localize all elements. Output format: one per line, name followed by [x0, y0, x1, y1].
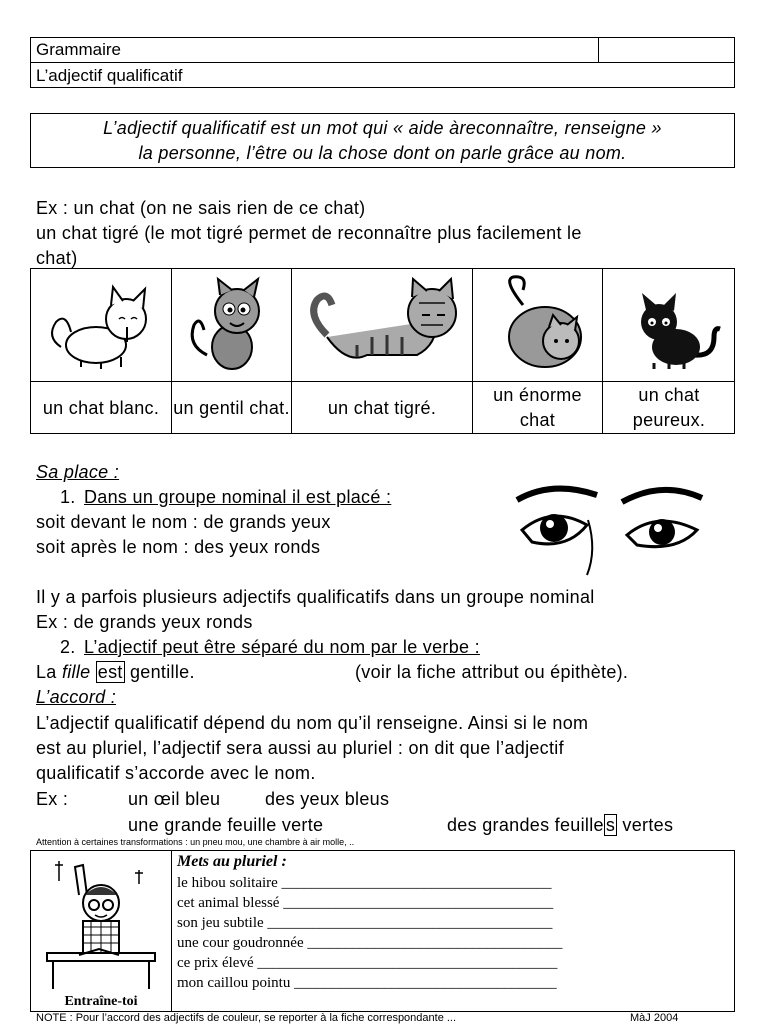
example-line: un chat tigré (le mot tigré permet de reconnaître plus facilement le: [36, 223, 582, 243]
accord-example: une grande feuille verte: [128, 815, 324, 835]
cat-caption: un chat blanc.: [42, 397, 160, 418]
footer-note: NOTE : Pour l’accord des adjectifs de couleur, se reporter à la fiche correspondante ...: [36, 1012, 457, 1024]
cat-caption: un énorme chat: [493, 385, 582, 430]
exercise-table: [30, 850, 735, 1012]
eyes-icon: [512, 480, 712, 585]
topic-label: L’adjectif qualificatif: [36, 66, 183, 85]
definition-line: L’adjectif qualificatif est un mot qui « aide àreconnaître, renseigne »: [103, 118, 662, 138]
huge-cat-icon: [473, 273, 602, 377]
accord-paragraph: est au pluriel, l’adjectif sera aussi au pluriel : on dit que l’adjectif: [36, 738, 564, 758]
exercise-line: cet animal blessé ____________________________________: [177, 895, 554, 911]
cat-caption: un gentil chat.: [173, 397, 290, 418]
place-item: L’adjectif peut être séparé du nom par le verbe :: [84, 637, 480, 657]
sentence-note: (voir la fiche attribut ou épithète).: [355, 662, 629, 682]
accord-example-label: Ex :: [36, 789, 69, 809]
accord-paragraph: L’adjectif qualificatif dépend du nom qu’il renseigne. Ainsi si le nom: [36, 713, 589, 733]
nice-cat-icon: [172, 273, 291, 377]
example-line: Ex : un chat (on ne sais rien de ce chat): [36, 198, 366, 218]
sentence-verb: est: [97, 662, 123, 682]
place-item-number: 2.: [60, 637, 76, 657]
place-after: soit après le nom : des yeux ronds: [36, 537, 321, 557]
place-item: Dans un groupe nominal il est placé :: [84, 487, 392, 507]
attention-note: Attention à certaines transformations : un pneu mou, une chambre à air molle, ..: [36, 837, 355, 847]
scared-cat-icon: [603, 273, 735, 377]
place-heading: Sa place :: [36, 462, 120, 482]
white-cat-icon: [31, 273, 171, 377]
subject-label: Grammaire: [36, 40, 122, 59]
multi-example: Ex : de grands yeux ronds: [36, 612, 253, 632]
accord-example: des grandes feuille s vertes: [447, 815, 674, 835]
cats-table: [30, 268, 735, 434]
exercise-line: une cour goudronnée __________________________________: [177, 935, 563, 951]
sentence-noun: fille: [61, 662, 91, 682]
accord-paragraph: qualificatif s’accorde avec le nom.: [36, 763, 316, 783]
accord-example: un œil bleu: [128, 789, 221, 809]
cat-caption: un chat peureux.: [632, 385, 706, 430]
accord-example: des yeux bleus: [265, 789, 390, 809]
exercise-line: le hibou solitaire ____________________________________: [177, 875, 552, 891]
example-line: chat): [36, 248, 78, 268]
footer-date: MàJ 2004: [630, 1012, 679, 1024]
cat-caption: un chat tigré.: [327, 397, 437, 418]
multi-line: Il y a parfois plusieurs adjectifs qualificatifs dans un groupe nominal: [36, 587, 595, 607]
place-before: soit devant le nom : de grands yeux: [36, 512, 331, 532]
exercise-line: ce prix élevé ________________________________________: [177, 955, 558, 971]
student-icon: [39, 855, 163, 998]
definition-box: [30, 113, 735, 168]
exercise-line: mon caillou pointu ___________________________________: [177, 975, 557, 991]
plural-mark: s: [605, 815, 616, 835]
place-item-number: 1.: [60, 487, 76, 507]
header-table: [30, 37, 735, 88]
exercise-title: Mets au pluriel :: [177, 853, 287, 870]
tabby-cat-icon: [292, 273, 472, 377]
sentence-adjective: gentille.: [130, 662, 195, 682]
definition-line: la personne, l’être ou la chose dont on parle grâce au nom.: [138, 143, 627, 163]
train-label: Entraîne-toi: [64, 994, 138, 1009]
exercise-line: son jeu subtile ______________________________________: [177, 915, 553, 931]
example-sentence: [36, 660, 195, 685]
accord-heading: L’accord :: [36, 687, 117, 707]
sentence-word: La: [36, 662, 57, 682]
